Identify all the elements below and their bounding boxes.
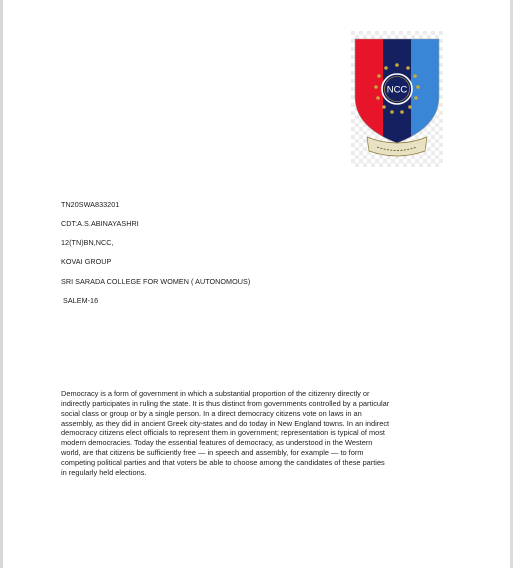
essay-line: Democracy is a form of government in which a substantial proportion of the citizenry directly or [61, 389, 370, 398]
city: SALEM-16 [63, 296, 99, 305]
ncc-emblem-text: NCC [386, 84, 408, 96]
page-left-edge [0, 0, 3, 568]
ncc-logo [351, 31, 443, 167]
battalion: 12(TN)BN,NCC, [61, 238, 114, 247]
essay-line: democracy citizens elect officials to represent them in government; representation is typical of most [61, 428, 385, 438]
college-name: SRI SARADA COLLEGE FOR WOMEN ( AUTONOMOUS) [61, 277, 251, 286]
group-name: KOVAI GROUP [61, 257, 112, 266]
essay-line: modern democracies. Today the essential features of democracy, as understood in the Western [61, 438, 373, 448]
essay-line: world, are that citizens be sufficiently free — in speech and assembly, for example — to form [61, 448, 364, 458]
essay-line: assembly, as they did in ancient Greek city-states and do today in New England towns. In an indirect [61, 418, 390, 428]
cadet-name: CDT:A.S.ABINAYASHRI [61, 219, 139, 228]
essay-paragraph [61, 389, 453, 478]
essay-line: competing political parties and that voters be able to choose among the candidates of these parties [61, 457, 385, 467]
cadet-number: TN20SWA833201 [61, 200, 120, 209]
essay-line: social class or group or by a single person. In a direct democracy citizens vote on laws in an [61, 408, 362, 418]
essay-line: indirectly participates in ruling the state. It is thus distinct from governments controlled by a particular [61, 398, 390, 408]
essay-line: in regularly held elections. [61, 467, 147, 477]
